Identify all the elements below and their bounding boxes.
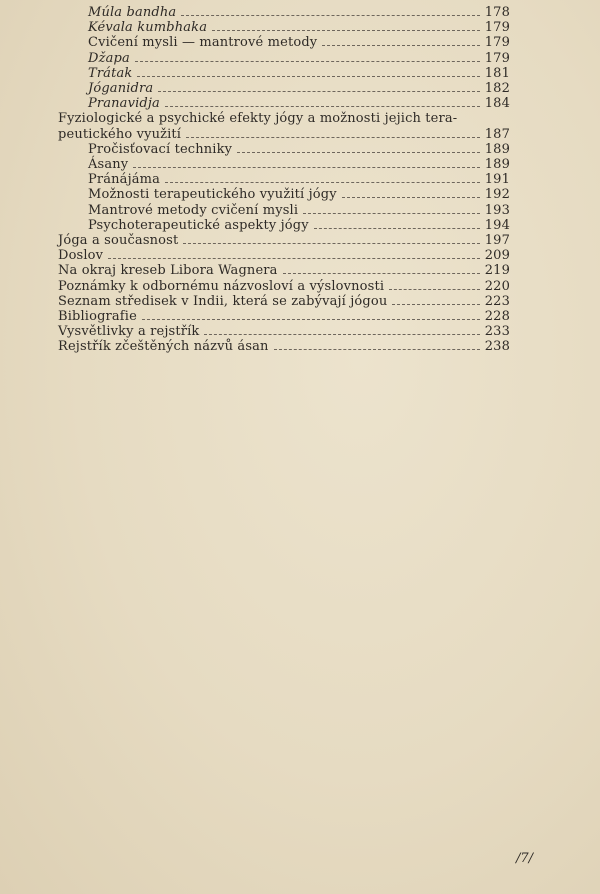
- toc-entry-title: Džapa: [88, 50, 130, 66]
- toc-entry-title: Múla bandha: [88, 5, 177, 20]
- toc-entry-title: Cvičení mysli — mantrové metody: [88, 35, 318, 51]
- toc-entry-title: Možnosti terapeutického využití jógy: [88, 187, 337, 203]
- dot-leader: [274, 349, 480, 350]
- toc-entry-title: Bibliografie: [58, 309, 137, 325]
- toc-entry-title-line2: peutického využití: [58, 126, 182, 142]
- dot-leader: [212, 30, 480, 31]
- toc-entry: [58, 66, 510, 81]
- dot-leader: [165, 182, 480, 183]
- toc-entry: [58, 157, 510, 172]
- toc-entry-page: 179: [484, 20, 510, 36]
- toc-entry: [58, 5, 510, 20]
- toc-entry-page: 191: [484, 172, 510, 188]
- toc-entry-title: Jóganidra: [88, 81, 154, 97]
- toc-entry-title: Psychoterapeutické aspekty jógy: [88, 217, 309, 233]
- toc-entry: [58, 218, 510, 233]
- dot-leader: [108, 258, 480, 259]
- toc-entry-page: 233: [484, 324, 510, 340]
- toc-entry-title: Pročisťovací techniky: [88, 141, 233, 157]
- toc-entry: [58, 339, 510, 354]
- toc-entry-page: 181: [484, 65, 510, 81]
- toc-entry-page: 223: [484, 293, 510, 309]
- toc-entry-multiline: [58, 111, 510, 141]
- dot-leader: [137, 76, 480, 77]
- toc-entry: [58, 263, 510, 278]
- toc-entry: [58, 279, 510, 294]
- dot-leader: [186, 137, 480, 138]
- dot-leader: [392, 304, 480, 305]
- dot-leader: [237, 152, 480, 153]
- toc-entry: [58, 127, 510, 142]
- dot-leader: [142, 319, 480, 320]
- toc-entry: [58, 142, 510, 157]
- toc-entry: [58, 309, 510, 324]
- dot-leader: [342, 197, 480, 198]
- toc-entry-page: 220: [484, 278, 510, 294]
- dot-leader: [158, 91, 480, 92]
- toc-entry-title: Rejstřík zčeštěných názvů ásan: [58, 339, 269, 355]
- toc-entry-page: 179: [484, 35, 510, 51]
- dot-leader: [165, 106, 480, 107]
- toc-entry-page: 192: [484, 187, 510, 203]
- toc-entry: [58, 172, 510, 187]
- dot-leader: [133, 167, 480, 168]
- toc-entry: [58, 81, 510, 96]
- dot-leader: [135, 61, 480, 62]
- toc-entry-page: 193: [484, 202, 510, 218]
- toc-entry-page: 219: [484, 263, 510, 279]
- toc-entry: [58, 203, 510, 218]
- dot-leader: [303, 213, 480, 214]
- toc-entry-title: Kévala kumbhaka: [88, 20, 208, 36]
- toc-entry: [58, 233, 510, 248]
- toc-entry-page: 189: [484, 141, 510, 157]
- toc-entry-title-line1: [58, 111, 510, 126]
- toc-entry-title: Fyziologické a psychické efekty jógy a možnosti jejich tera-: [58, 111, 458, 127]
- toc-entry-page: 182: [484, 81, 510, 97]
- toc-entry: [58, 187, 510, 202]
- toc-entry-page: 209: [484, 248, 510, 264]
- toc-entry: [58, 96, 510, 111]
- toc-entry-title: Seznam středisek v Indii, která se zabývají jógou: [58, 293, 388, 309]
- dot-leader: [322, 45, 480, 46]
- toc-entry-page: 187: [484, 126, 510, 142]
- toc-entry-page: 194: [484, 217, 510, 233]
- toc-entry-page: 228: [484, 309, 510, 325]
- toc-entry-title: Trátak: [88, 65, 133, 81]
- toc-entry-page: 189: [484, 157, 510, 173]
- toc-entry-title: Doslov: [58, 248, 104, 264]
- toc-entry-title: Pránájáma: [88, 172, 161, 188]
- dot-leader: [181, 15, 480, 16]
- toc-entry-title: Vysvětlivky a rejstřík: [58, 324, 200, 340]
- dot-leader: [204, 334, 480, 335]
- toc-entry: [58, 20, 510, 35]
- toc-entry-title: Ásany: [88, 157, 129, 173]
- page-number: /7/: [516, 851, 534, 866]
- toc-entry: [58, 51, 510, 66]
- toc-entry: [58, 324, 510, 339]
- dot-leader: [183, 243, 480, 244]
- toc-entry-page: 238: [484, 339, 510, 355]
- toc-entry-title: Jóga a současnost: [58, 233, 179, 249]
- dot-leader: [389, 289, 480, 290]
- toc-entry-title: Mantrové metody cvičení mysli: [88, 202, 299, 218]
- toc-entry-title: Na okraj kreseb Libora Wagnera: [58, 263, 278, 279]
- toc-entry-page: 197: [484, 233, 510, 249]
- toc-entry: [58, 248, 510, 263]
- dot-leader: [314, 228, 480, 229]
- toc-entry-page: 179: [484, 50, 510, 66]
- toc-entry-page: 184: [484, 96, 510, 112]
- toc-entry-page: 178: [484, 5, 510, 20]
- toc-entry: [58, 35, 510, 50]
- table-of-contents: [58, 5, 510, 355]
- dot-leader: [283, 273, 480, 274]
- toc-entry: [58, 294, 510, 309]
- toc-entry-title: Pranavidja: [88, 96, 160, 112]
- toc-entry-title: Poznámky k odbornému názvosloví a výslovnosti: [58, 278, 385, 294]
